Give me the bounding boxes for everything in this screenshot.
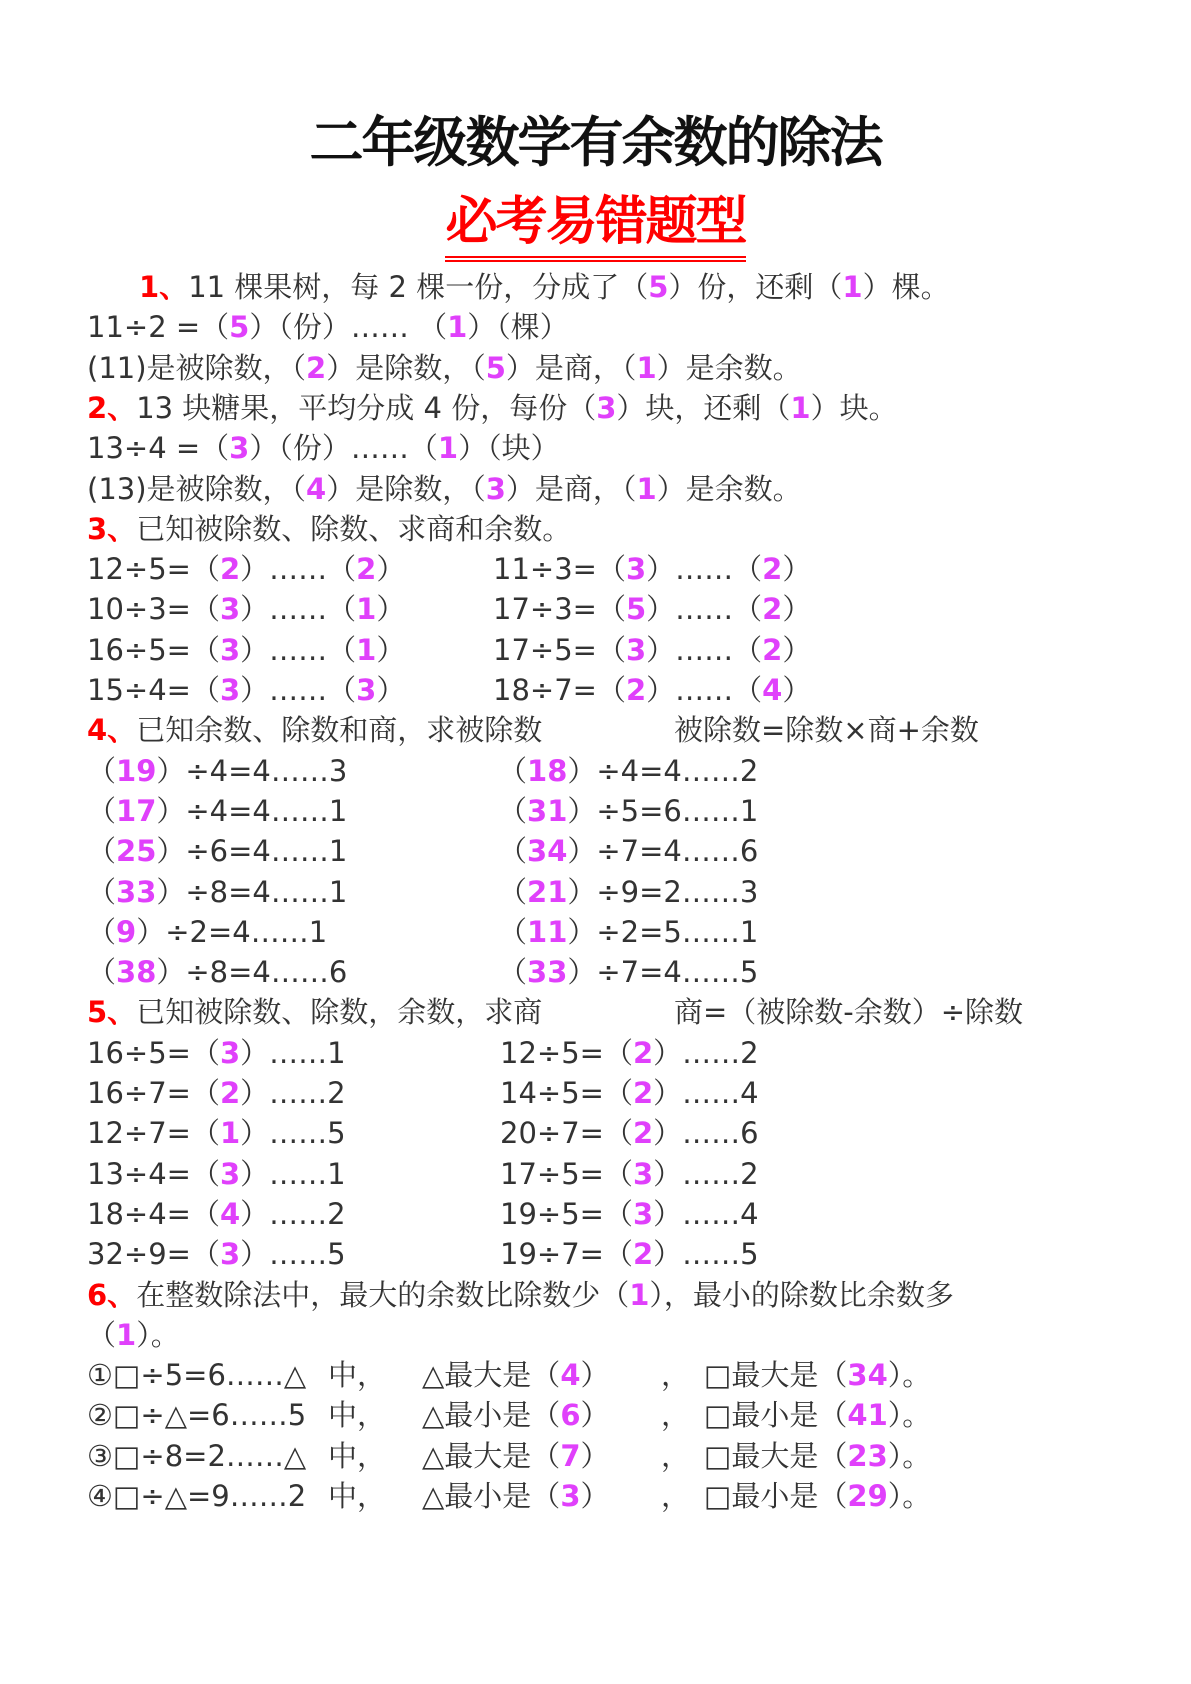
question-text: 18÷4=（ (87, 1196, 220, 1231)
question-text: ）。 (887, 1479, 932, 1513)
question-text: ②□÷△=6……5 (87, 1398, 307, 1433)
worksheet-line (0, 952, 1191, 992)
question-text: ③□÷8=2……△ (87, 1438, 307, 1473)
question-text: ）……（ (240, 592, 357, 627)
worksheet-line (0, 1234, 1191, 1274)
answer-value: 2 (219, 552, 241, 587)
page-subtitle (0, 192, 1191, 262)
answer-value: 2 (762, 592, 783, 627)
answer-value: 5 (648, 270, 669, 304)
question-number: 3、 (87, 511, 137, 546)
question-text: （ (87, 914, 117, 949)
answer-value: 11 (527, 914, 568, 949)
question-text: ）……2 (653, 1156, 759, 1191)
question-text: ）是除数，（ (326, 350, 486, 385)
worksheet-line (0, 1194, 1191, 1234)
line-column (422, 1476, 610, 1516)
question-text: △最小是（ (422, 1479, 561, 1513)
question-text: ）……（ (646, 552, 763, 587)
question-text: ）是商，（ (505, 350, 637, 385)
question-text: ） (376, 673, 406, 707)
question-text: 16÷5=（ (87, 1035, 220, 1070)
question-text: 19÷5=（ (500, 1196, 633, 1231)
line-column (328, 1436, 386, 1476)
line-column (493, 670, 811, 710)
line-column (87, 670, 405, 710)
question-text: ）（块） (458, 431, 560, 466)
line-column (87, 1355, 306, 1395)
question-text: （ (87, 1317, 117, 1352)
worksheet-line (0, 912, 1191, 952)
line-column (87, 1275, 954, 1315)
question-text: 16÷7=（ (87, 1076, 220, 1110)
line-column (87, 751, 347, 791)
question-text: ）是除数，（ (326, 471, 486, 506)
line-column (498, 872, 758, 912)
question-number: 6、 (87, 1277, 137, 1312)
answer-value: 3 (632, 1156, 654, 1191)
answer-value: 4 (219, 1196, 241, 1231)
line-column (500, 1073, 759, 1113)
answer-value: 3 (219, 1237, 241, 1272)
worksheet-line (0, 1073, 1191, 1113)
question-text: ）份，还剩（ (668, 270, 843, 304)
question-text: ） (580, 1358, 610, 1393)
question-text: 11÷2 =（ (87, 310, 230, 345)
line-column (87, 1033, 346, 1073)
question-text: 17÷5=（ (493, 632, 626, 667)
question-text: (11)是被除数，（ (87, 350, 307, 385)
worksheet-line (0, 1154, 1191, 1194)
question-text: ）……5 (653, 1237, 759, 1272)
question-text: ）……（ (646, 632, 763, 667)
line-column (87, 1194, 346, 1234)
line-column (87, 509, 571, 549)
answer-value: 2 (762, 632, 783, 667)
line-column (493, 630, 811, 670)
line-column (422, 1395, 610, 1435)
line-column (661, 1355, 690, 1395)
answer-value: 2 (625, 673, 647, 707)
question-text: （ (498, 914, 528, 949)
question-text: ） (782, 592, 812, 627)
question-text: ）……4 (653, 1076, 759, 1110)
question-number: 2、 (87, 390, 137, 425)
question-text: ）。 (887, 1438, 932, 1473)
question-text: ）……2 (240, 1076, 346, 1110)
question-text: 11÷3=（ (493, 552, 626, 587)
question-text: （ (498, 753, 528, 788)
question-text: 14÷5=（ (500, 1076, 633, 1110)
answer-value: 1 (356, 632, 377, 667)
line-column (498, 952, 758, 992)
question-text: ）÷6=4……1 (156, 834, 348, 869)
answer-value: 1 (116, 1317, 137, 1352)
question-text: ）……5 (240, 1116, 346, 1151)
question-text: 已知被除数、除数，余数，求商 (136, 995, 543, 1030)
question-text: ） (376, 552, 406, 587)
answer-value: 1 (447, 310, 468, 345)
worksheet-line (0, 1315, 1191, 1355)
line-column (87, 388, 898, 428)
question-text: ） (376, 632, 406, 667)
question-text: □最大是（ (704, 1358, 848, 1393)
subtitle-text: 必考易错题型 (445, 192, 745, 262)
line-column (422, 1436, 610, 1476)
worksheet-line (0, 872, 1191, 912)
question-text: □最小是（ (704, 1398, 848, 1433)
answer-value: 1 (629, 1277, 650, 1312)
answer-value: 2 (219, 1076, 241, 1110)
question-text: ）……4 (653, 1196, 759, 1231)
question-text: 中， (328, 1438, 387, 1473)
question-text: ）……（ (240, 673, 357, 707)
question-text: 32÷9=（ (87, 1237, 220, 1272)
question-text: ）÷2=4……1 (136, 914, 328, 949)
line-column (87, 549, 405, 589)
question-number: 4、 (87, 713, 137, 748)
worksheet-line (0, 509, 1191, 549)
question-text: ） (782, 552, 812, 587)
answer-value: 38 (116, 955, 157, 990)
line-column (87, 831, 347, 871)
worksheet-line (0, 1113, 1191, 1153)
answer-value: 1 (437, 431, 459, 466)
question-text: 中， (328, 1358, 387, 1393)
question-text: ， (661, 1479, 691, 1513)
question-text: 12÷7=（ (87, 1116, 220, 1151)
question-text: ）（份）…… （ (249, 310, 448, 345)
question-text: ）……（ (646, 592, 763, 627)
line-column (500, 1194, 759, 1234)
answer-value: 2 (306, 350, 327, 385)
line-column (87, 791, 347, 831)
answer-value: 25 (116, 834, 157, 869)
answer-value: 34 (847, 1358, 888, 1393)
worksheet-line (0, 549, 1191, 589)
question-text: 13÷4=（ (87, 1156, 220, 1191)
question-text: ）块。 (810, 390, 898, 425)
answer-value: 7 (560, 1438, 581, 1473)
worksheet-line (0, 469, 1191, 509)
question-text: （ (87, 753, 117, 788)
question-text: 10÷3=（ (87, 592, 220, 627)
question-text: ）÷7=4……6 (567, 834, 759, 869)
worksheet-line (0, 1275, 1191, 1315)
line-column (87, 1234, 346, 1274)
line-column (87, 912, 327, 952)
answer-value: 4 (762, 673, 783, 707)
question-text: △最大是（ (422, 1438, 561, 1473)
answer-value: 18 (527, 753, 568, 788)
question-text: ）块，还剩（ (616, 390, 791, 425)
answer-value: 3 (632, 1196, 654, 1231)
worksheet-line (0, 1033, 1191, 1073)
line-column (500, 1113, 759, 1153)
question-text: ）棵。 (862, 270, 950, 304)
worksheet-line (0, 831, 1191, 871)
worksheet-line (0, 348, 1191, 388)
worksheet-line (0, 630, 1191, 670)
answer-value: 3 (229, 431, 250, 466)
question-text: 中， (328, 1479, 387, 1513)
answer-value: 29 (847, 1479, 888, 1513)
question-text: ）……6 (653, 1116, 759, 1151)
answer-value: 21 (527, 874, 568, 909)
question-text: ①□÷5=6……△ (87, 1358, 307, 1393)
answer-value: 3 (219, 592, 241, 627)
question-text: 已知余数、除数和商，求被除数 (136, 713, 543, 748)
line-column (674, 992, 1023, 1032)
question-text: ）是商，（ (505, 471, 637, 506)
question-text: 中， (328, 1398, 387, 1433)
answer-value: 3 (219, 1035, 241, 1070)
line-column (87, 1154, 346, 1194)
question-text: 16÷5=（ (87, 632, 220, 667)
worksheet-line (0, 388, 1191, 428)
line-column (87, 348, 802, 388)
line-column (328, 1395, 386, 1435)
answer-value: 17 (116, 793, 157, 828)
answer-value: 4 (306, 471, 327, 506)
worksheet-line (0, 1476, 1191, 1516)
answer-value: 2 (632, 1035, 654, 1070)
question-text: 17÷5=（ (500, 1156, 633, 1191)
answer-value: 1 (790, 390, 811, 425)
question-text: ） (376, 592, 406, 627)
question-text: （ (498, 834, 528, 869)
worksheet-line (0, 710, 1191, 750)
worksheet-line (0, 1436, 1191, 1476)
line-column (87, 307, 569, 347)
answer-value: 2 (762, 552, 783, 587)
worksheet-line (0, 428, 1191, 468)
question-text: 13÷4 =（ (87, 431, 230, 466)
question-text: ） (580, 1438, 610, 1473)
line-column (500, 1033, 759, 1073)
answer-value: 5 (485, 350, 506, 385)
question-text: 已知被除数、除数、求商和余数。 (136, 511, 572, 546)
line-column (498, 831, 758, 871)
answer-value: 3 (219, 1156, 241, 1191)
answer-value: 1 (636, 350, 657, 385)
question-text: ）÷8=4……6 (156, 955, 348, 990)
line-column (661, 1436, 690, 1476)
line-column (498, 912, 758, 952)
question-text: ）（棵） (467, 310, 569, 345)
answer-value: 23 (847, 1438, 888, 1473)
question-text: ）是余数。 (656, 471, 802, 506)
question-text: （ (87, 793, 117, 828)
answer-value: 2 (632, 1237, 654, 1272)
answer-value: 5 (229, 310, 250, 345)
question-number: 5、 (87, 995, 137, 1030)
line-column (87, 1476, 306, 1516)
worksheet-line (0, 791, 1191, 831)
question-text: ）÷5=6……1 (567, 793, 759, 828)
question-text: □最大是（ (704, 1438, 848, 1473)
answer-value: 34 (527, 834, 568, 869)
question-text: ）÷4=4……3 (156, 753, 348, 788)
question-text: ） (782, 673, 812, 707)
answer-value: 3 (625, 552, 647, 587)
question-text: □最小是（ (704, 1479, 848, 1513)
question-text: ） (782, 632, 812, 667)
question-text: 20÷7=（ (500, 1116, 633, 1151)
line-column (87, 1315, 180, 1355)
line-column (493, 589, 811, 629)
question-text: ）……1 (240, 1035, 346, 1070)
worksheet-line (0, 589, 1191, 629)
line-column (704, 1355, 931, 1395)
line-column (87, 710, 542, 750)
worksheet-line (0, 670, 1191, 710)
answer-value: 9 (116, 914, 137, 949)
line-column (87, 992, 542, 1032)
page-title: 二年级数学有余数的除法 (309, 111, 882, 174)
answer-value: 3 (219, 673, 241, 707)
question-text: ）……（ (646, 673, 763, 707)
question-text: ）是余数。 (656, 350, 802, 385)
question-text: ）……2 (653, 1035, 759, 1070)
question-text: （ (498, 955, 528, 990)
question-text: （ (498, 793, 528, 828)
question-text: 11 棵果树，每 2 棵一份，分成了（ (188, 270, 649, 304)
answer-value: 1 (636, 471, 657, 506)
question-text: ）……1 (240, 1156, 346, 1191)
answer-value: 3 (625, 632, 647, 667)
line-column (87, 589, 405, 629)
question-text: 被除数=除数×商+余数 (674, 713, 979, 748)
question-text: 商=（被除数-余数）÷除数 (674, 995, 1024, 1030)
line-column (500, 1154, 759, 1194)
question-text: （ (87, 874, 117, 909)
question-text: ， (661, 1398, 691, 1433)
question-text: （ (87, 834, 117, 869)
question-text: △最小是（ (422, 1398, 561, 1433)
answer-value: 31 (527, 793, 568, 828)
question-text: ）……2 (240, 1196, 346, 1231)
question-text: ）÷7=4……5 (567, 955, 759, 990)
line-column (87, 1395, 306, 1435)
answer-value: 3 (560, 1479, 581, 1513)
question-text: ）……（ (240, 552, 357, 587)
question-text: 13 块糖果，平均分成 4 份，每份（ (136, 390, 597, 425)
question-text: 在整数除法中，最大的余数比除数少（ (136, 1277, 630, 1312)
line-column (87, 428, 560, 468)
question-text: ④□÷△=9……2 (87, 1479, 307, 1513)
line-column (704, 1436, 931, 1476)
line-column (661, 1476, 690, 1516)
question-text: ）。 (136, 1317, 180, 1352)
answer-value: 4 (560, 1358, 581, 1393)
line-column (87, 1113, 346, 1153)
question-text: （ (87, 955, 117, 990)
answer-value: 1 (219, 1116, 241, 1151)
question-text: 15÷4=（ (87, 673, 220, 707)
question-text: ）÷2=5……1 (567, 914, 759, 949)
answer-value: 2 (632, 1116, 654, 1151)
line-column (704, 1395, 931, 1435)
question-text: 18÷7=（ (493, 673, 626, 707)
question-text: ）……5 (240, 1237, 346, 1272)
line-column (87, 872, 347, 912)
question-text: ）（份）……（ (249, 431, 438, 466)
line-column (500, 1234, 759, 1274)
answer-value: 5 (625, 592, 647, 627)
line-column (674, 710, 979, 750)
worksheet-line (0, 267, 1191, 307)
question-text: △最大是（ (422, 1358, 561, 1393)
question-text: ）。 (887, 1358, 932, 1393)
question-text: ， (661, 1358, 691, 1393)
worksheet-line (0, 1395, 1191, 1435)
question-text: ） (580, 1398, 610, 1433)
answer-value: 3 (485, 471, 506, 506)
question-text: 12÷5=（ (87, 552, 220, 587)
line-column (704, 1476, 931, 1516)
question-text: ） (580, 1479, 610, 1513)
line-column (328, 1355, 386, 1395)
question-text: ）……（ (240, 632, 357, 667)
question-text: ），最小的除数比余数多 (649, 1277, 954, 1312)
line-column (87, 1436, 306, 1476)
line-column (87, 952, 347, 992)
answer-value: 1 (356, 592, 377, 627)
worksheet-line (0, 751, 1191, 791)
line-column (422, 1355, 610, 1395)
answer-value: 3 (596, 390, 617, 425)
answer-value: 1 (842, 270, 863, 304)
line-column (498, 751, 758, 791)
question-text: ）÷8=4……1 (156, 874, 348, 909)
answer-value: 19 (116, 753, 157, 788)
answer-value: 2 (356, 552, 377, 587)
worksheet-line (0, 307, 1191, 347)
question-text: 12÷5=（ (500, 1035, 633, 1070)
line-column (87, 469, 802, 509)
question-text: ）。 (887, 1398, 932, 1433)
line-column (498, 791, 758, 831)
line-column (328, 1476, 386, 1516)
question-text: （ (498, 874, 528, 909)
line-column (661, 1395, 690, 1435)
question-text: ， (661, 1438, 691, 1473)
line-column (493, 549, 811, 589)
answer-value: 3 (356, 673, 377, 707)
question-text: ）÷9=2……3 (567, 874, 759, 909)
question-text: 19÷7=（ (500, 1237, 633, 1272)
question-text: ）÷4=4……2 (567, 753, 759, 788)
question-text: ）÷4=4……1 (156, 793, 348, 828)
question-text: 17÷3=（ (493, 592, 626, 627)
question-number: 1、 (139, 270, 189, 304)
answer-value: 33 (116, 874, 157, 909)
line-column (139, 267, 950, 307)
worksheet-line (0, 992, 1191, 1032)
answer-value: 6 (560, 1398, 581, 1433)
line-column (87, 1073, 346, 1113)
line-column (87, 630, 405, 670)
answer-value: 2 (632, 1076, 654, 1110)
answer-value: 3 (219, 632, 241, 667)
answer-value: 33 (527, 955, 568, 990)
question-text: (13)是被除数，（ (87, 471, 307, 506)
answer-value: 41 (847, 1398, 888, 1433)
worksheet-line (0, 1355, 1191, 1395)
